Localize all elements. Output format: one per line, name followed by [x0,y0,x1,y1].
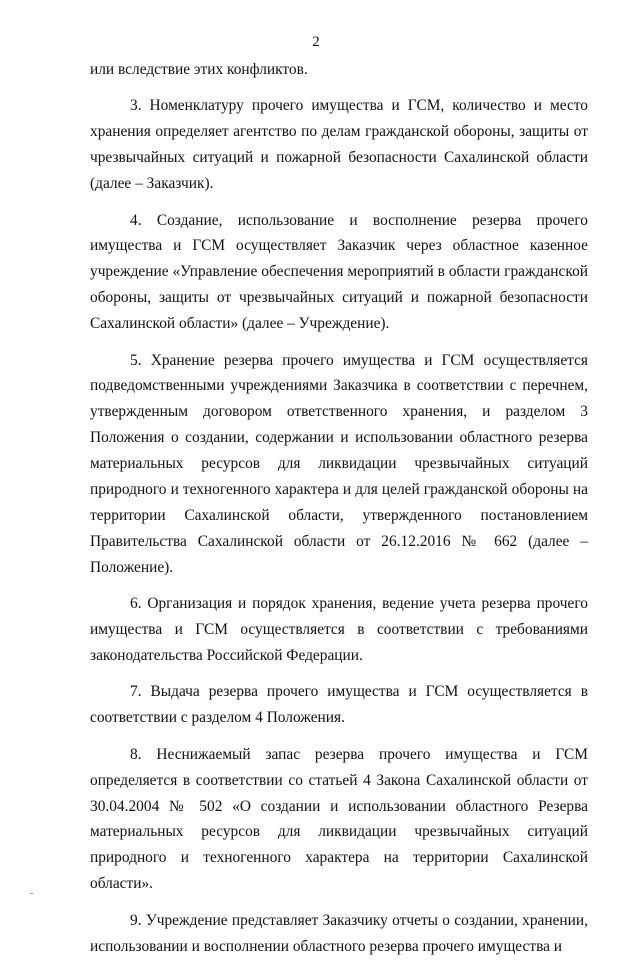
paragraph-continuation: или вследствие этих конфликтов. [90,61,308,78]
paragraph-item-5: 5. Хранение резерва прочего имущества и ГСМ осуществляется подведомственными учреждениями Заказчика в соответствии с перечнем, утвержденным договором ответственного хранения, и разделом 3 Положения о создании, содержании и использовании областного резерва материальных ресурсов для ликвидации чрезвычайных ситуаций природного и техногенного характера и для целей гражданской обороны на территории Сахалинской области, утвержденного постановлением Правительства Сахалинской области от 26.12.2016 № 662 (далее – Положение). [90,351,588,576]
paragraph-item-6: 6. Организация и порядок хранения, ведение учета резерва прочего имущества и ГСМ осуществляется в соответствии с требованиями законодательства Российской Федерации. [90,595,588,665]
paragraph-item-3: 3. Номенклатуру прочего имущества и ГСМ, количество и место хранения определяет агентство по делам гражданской обороны, защиты от чрезвычайных ситуаций и пожарной безопасности Сахалинской области (далее – Заказчик). [90,97,588,193]
document-body [90,57,588,970]
page-number: 2 [312,34,320,50]
scan-artifact [30,893,33,894]
paragraph-item-8: 8. Неснижаемый запас резерва прочего имущества и ГСМ определяется в соответствии со статьей 4 Закона Сахалинской области от 30.04.2004 № 502 «О создании и использовании областного Резерва материальных ресурсов для ликвидации чрезвычайных ситуаций природного и техногенного характера на территории Сахалинской области». [90,745,588,893]
paragraph-item-9: 9. Учреждение представляет Заказчику отчеты о создании, хранении, использовании и восполнении областного резерва прочего имущества и [90,911,588,955]
paragraph-item-7: 7. Выдача резерва прочего имущества и ГСМ осуществляется в соответствии с разделом 4 Положения. [90,683,588,727]
paragraph-item-4: 4. Создание, использование и восполнение резерва прочего имущества и ГСМ осуществляет Заказчик через областное казенное учреждение «Управление обеспечения мероприятий в области гражданской обороны, защиты от чрезвычайных ситуаций и пожарной безопасности Сахалинской области» (далее – Учреждение). [90,211,588,333]
